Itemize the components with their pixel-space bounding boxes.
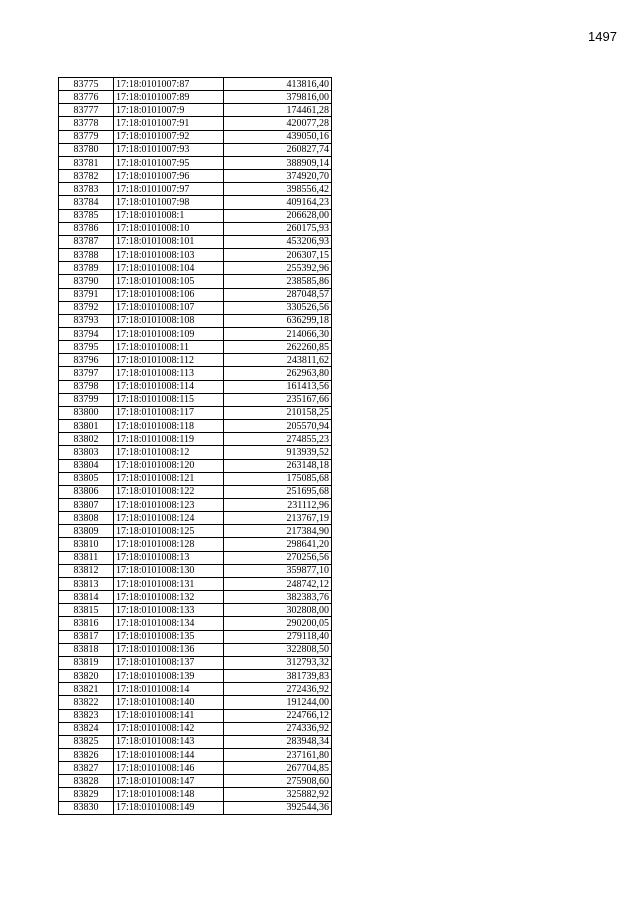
value-cell: 374920,70 [224, 170, 332, 183]
cadastral-number-cell: 17:18:0101008:140 [114, 696, 224, 709]
value-cell: 205570,94 [224, 420, 332, 433]
row-number-cell: 83802 [59, 433, 114, 446]
value-cell: 381739,83 [224, 670, 332, 683]
cadastral-number-cell: 17:18:0101008:109 [114, 327, 224, 340]
table-row [59, 433, 332, 446]
cadastral-number-cell: 17:18:0101007:97 [114, 183, 224, 196]
row-number-cell: 83785 [59, 209, 114, 222]
cadastral-number-cell: 17:18:0101007:9 [114, 104, 224, 117]
value-cell: 392544,36 [224, 801, 332, 814]
value-cell: 302808,00 [224, 604, 332, 617]
cadastral-number-cell: 17:18:0101008:105 [114, 275, 224, 288]
table-row [59, 380, 332, 393]
table-row [59, 91, 332, 104]
value-cell: 262963,80 [224, 367, 332, 380]
row-number-cell: 83827 [59, 762, 114, 775]
row-number-cell: 83788 [59, 249, 114, 262]
table-row [59, 801, 332, 814]
row-number-cell: 83830 [59, 801, 114, 814]
cadastral-number-cell: 17:18:0101008:101 [114, 235, 224, 248]
cadastral-number-cell: 17:18:0101007:96 [114, 170, 224, 183]
row-number-cell: 83820 [59, 670, 114, 683]
cadastral-number-cell: 17:18:0101008:122 [114, 485, 224, 498]
cadastral-number-cell: 17:18:0101008:133 [114, 604, 224, 617]
value-cell: 251695,68 [224, 485, 332, 498]
cadastral-number-cell: 17:18:0101008:119 [114, 433, 224, 446]
cadastral-number-cell: 17:18:0101008:107 [114, 301, 224, 314]
cadastral-number-cell: 17:18:0101007:92 [114, 130, 224, 143]
table-row [59, 393, 332, 406]
value-cell: 413816,40 [224, 78, 332, 91]
value-cell: 290200,05 [224, 617, 332, 630]
row-number-cell: 83776 [59, 91, 114, 104]
value-cell: 270256,56 [224, 551, 332, 564]
cadastral-number-cell: 17:18:0101008:148 [114, 788, 224, 801]
row-number-cell: 83784 [59, 196, 114, 209]
row-number-cell: 83797 [59, 367, 114, 380]
row-number-cell: 83824 [59, 722, 114, 735]
cadastral-number-cell: 17:18:0101008:123 [114, 499, 224, 512]
value-cell: 206307,15 [224, 249, 332, 262]
table-row [59, 196, 332, 209]
row-number-cell: 83775 [59, 78, 114, 91]
value-cell: 279118,40 [224, 630, 332, 643]
cadastral-number-cell: 17:18:0101008:130 [114, 564, 224, 577]
table-row [59, 314, 332, 327]
row-number-cell: 83791 [59, 288, 114, 301]
table-row [59, 420, 332, 433]
value-cell: 263148,18 [224, 459, 332, 472]
cadastral-number-cell: 17:18:0101008:121 [114, 472, 224, 485]
row-number-cell: 83817 [59, 630, 114, 643]
value-cell: 213767,19 [224, 512, 332, 525]
cadastral-number-cell: 17:18:0101008:118 [114, 420, 224, 433]
cadastral-number-cell: 17:18:0101007:93 [114, 143, 224, 156]
row-number-cell: 83778 [59, 117, 114, 130]
cadastral-number-cell: 17:18:0101008:125 [114, 525, 224, 538]
table-row [59, 446, 332, 459]
table-row [59, 327, 332, 340]
value-cell: 237161,80 [224, 748, 332, 761]
value-cell: 359877,10 [224, 564, 332, 577]
row-number-cell: 83813 [59, 577, 114, 590]
value-cell: 298641,20 [224, 538, 332, 551]
row-number-cell: 83826 [59, 748, 114, 761]
row-number-cell: 83805 [59, 472, 114, 485]
value-cell: 248742,12 [224, 577, 332, 590]
value-cell: 255392,96 [224, 262, 332, 275]
row-number-cell: 83786 [59, 222, 114, 235]
table-body [59, 78, 332, 815]
cadastral-number-cell: 17:18:0101008:10 [114, 222, 224, 235]
cadastral-number-cell: 17:18:0101008:144 [114, 748, 224, 761]
row-number-cell: 83782 [59, 170, 114, 183]
cadastral-number-cell: 17:18:0101008:1 [114, 209, 224, 222]
value-cell: 235167,66 [224, 393, 332, 406]
table-row [59, 656, 332, 669]
cadastral-number-cell: 17:18:0101008:114 [114, 380, 224, 393]
row-number-cell: 83789 [59, 262, 114, 275]
value-cell: 191244,00 [224, 696, 332, 709]
value-cell: 275908,60 [224, 775, 332, 788]
value-cell: 243811,62 [224, 354, 332, 367]
table-row [59, 222, 332, 235]
cadastral-number-cell: 17:18:0101008:134 [114, 617, 224, 630]
value-cell: 388909,14 [224, 156, 332, 169]
value-cell: 267704,85 [224, 762, 332, 775]
cadastral-number-cell: 17:18:0101007:91 [114, 117, 224, 130]
table-row [59, 301, 332, 314]
table-row [59, 262, 332, 275]
cadastral-number-cell: 17:18:0101008:104 [114, 262, 224, 275]
cadastral-number-cell: 17:18:0101008:14 [114, 683, 224, 696]
cadastral-number-cell: 17:18:0101008:108 [114, 314, 224, 327]
row-number-cell: 83790 [59, 275, 114, 288]
row-number-cell: 83780 [59, 143, 114, 156]
cadastral-number-cell: 17:18:0101008:12 [114, 446, 224, 459]
row-number-cell: 83779 [59, 130, 114, 143]
value-cell: 274855,23 [224, 433, 332, 446]
value-cell: 287048,57 [224, 288, 332, 301]
table-row [59, 722, 332, 735]
row-number-cell: 83808 [59, 512, 114, 525]
table-row [59, 288, 332, 301]
value-cell: 224766,12 [224, 709, 332, 722]
table-row [59, 249, 332, 262]
cadastral-number-cell: 17:18:0101008:137 [114, 656, 224, 669]
row-number-cell: 83799 [59, 393, 114, 406]
row-number-cell: 83796 [59, 354, 114, 367]
table-row [59, 564, 332, 577]
table-row [59, 209, 332, 222]
value-cell: 398556,42 [224, 183, 332, 196]
value-cell: 379816,00 [224, 91, 332, 104]
row-number-cell: 83811 [59, 551, 114, 564]
cadastral-number-cell: 17:18:0101008:117 [114, 406, 224, 419]
cadastral-number-cell: 17:18:0101008:132 [114, 591, 224, 604]
row-number-cell: 83787 [59, 235, 114, 248]
row-number-cell: 83798 [59, 380, 114, 393]
table-row [59, 130, 332, 143]
cadastral-number-cell: 17:18:0101008:11 [114, 341, 224, 354]
cadastral-number-cell: 17:18:0101007:89 [114, 91, 224, 104]
table-row [59, 709, 332, 722]
row-number-cell: 83803 [59, 446, 114, 459]
value-cell: 420077,28 [224, 117, 332, 130]
table-row [59, 748, 332, 761]
table-row [59, 78, 332, 91]
cadastral-number-cell: 17:18:0101008:112 [114, 354, 224, 367]
cadastral-number-cell: 17:18:0101008:120 [114, 459, 224, 472]
table-row [59, 591, 332, 604]
table-row [59, 104, 332, 117]
cadastral-number-cell: 17:18:0101008:115 [114, 393, 224, 406]
value-cell: 262260,85 [224, 341, 332, 354]
value-cell: 231112,96 [224, 499, 332, 512]
cadastral-number-cell: 17:18:0101008:141 [114, 709, 224, 722]
row-number-cell: 83818 [59, 643, 114, 656]
value-cell: 161413,56 [224, 380, 332, 393]
cadastral-number-cell: 17:18:0101008:124 [114, 512, 224, 525]
value-cell: 322808,50 [224, 643, 332, 656]
value-cell: 272436,92 [224, 683, 332, 696]
value-cell: 453206,93 [224, 235, 332, 248]
row-number-cell: 83795 [59, 341, 114, 354]
value-cell: 312793,32 [224, 656, 332, 669]
row-number-cell: 83814 [59, 591, 114, 604]
table-row [59, 170, 332, 183]
table-row [59, 367, 332, 380]
table-row [59, 143, 332, 156]
table-row [59, 670, 332, 683]
table-row [59, 775, 332, 788]
table-row [59, 499, 332, 512]
cadastral-number-cell: 17:18:0101008:106 [114, 288, 224, 301]
row-number-cell: 83792 [59, 301, 114, 314]
cadastral-number-cell: 17:18:0101008:136 [114, 643, 224, 656]
row-number-cell: 83829 [59, 788, 114, 801]
row-number-cell: 83816 [59, 617, 114, 630]
cadastral-number-cell: 17:18:0101008:143 [114, 735, 224, 748]
row-number-cell: 83819 [59, 656, 114, 669]
value-cell: 260827,74 [224, 143, 332, 156]
row-number-cell: 83794 [59, 327, 114, 340]
table-row [59, 538, 332, 551]
table-row [59, 485, 332, 498]
cadastral-number-cell: 17:18:0101008:139 [114, 670, 224, 683]
table-row [59, 577, 332, 590]
table-row [59, 630, 332, 643]
table-row [59, 551, 332, 564]
row-number-cell: 83815 [59, 604, 114, 617]
value-cell: 174461,28 [224, 104, 332, 117]
cadastral-number-cell: 17:18:0101008:103 [114, 249, 224, 262]
row-number-cell: 83810 [59, 538, 114, 551]
cadastral-number-cell: 17:18:0101007:87 [114, 78, 224, 91]
table-row [59, 735, 332, 748]
row-number-cell: 83783 [59, 183, 114, 196]
value-cell: 325882,92 [224, 788, 332, 801]
value-cell: 206628,00 [224, 209, 332, 222]
row-number-cell: 83821 [59, 683, 114, 696]
row-number-cell: 83822 [59, 696, 114, 709]
value-cell: 274336,92 [224, 722, 332, 735]
table-row [59, 275, 332, 288]
value-cell: 636299,18 [224, 314, 332, 327]
row-number-cell: 83825 [59, 735, 114, 748]
row-number-cell: 83828 [59, 775, 114, 788]
table-row [59, 643, 332, 656]
cadastral-number-cell: 17:18:0101008:142 [114, 722, 224, 735]
row-number-cell: 83781 [59, 156, 114, 169]
cadastral-number-cell: 17:18:0101008:113 [114, 367, 224, 380]
table-row [59, 604, 332, 617]
table-row [59, 341, 332, 354]
table-row [59, 156, 332, 169]
value-cell: 330526,56 [224, 301, 332, 314]
cadastral-number-cell: 17:18:0101008:131 [114, 577, 224, 590]
table-row [59, 525, 332, 538]
value-cell: 260175,93 [224, 222, 332, 235]
table-row [59, 117, 332, 130]
row-number-cell: 83812 [59, 564, 114, 577]
cadastral-number-cell: 17:18:0101008:146 [114, 762, 224, 775]
cadastral-number-cell: 17:18:0101008:147 [114, 775, 224, 788]
table-row [59, 472, 332, 485]
value-cell: 382383,76 [224, 591, 332, 604]
cadastral-number-cell: 17:18:0101007:98 [114, 196, 224, 209]
cadastral-number-cell: 17:18:0101008:135 [114, 630, 224, 643]
table-row [59, 683, 332, 696]
table-row [59, 762, 332, 775]
cadastral-number-cell: 17:18:0101008:13 [114, 551, 224, 564]
table-row [59, 459, 332, 472]
value-cell: 238585,86 [224, 275, 332, 288]
table-row [59, 354, 332, 367]
table-row [59, 406, 332, 419]
row-number-cell: 83800 [59, 406, 114, 419]
table-row [59, 617, 332, 630]
table-row [59, 512, 332, 525]
row-number-cell: 83809 [59, 525, 114, 538]
row-number-cell: 83804 [59, 459, 114, 472]
value-cell: 409164,23 [224, 196, 332, 209]
row-number-cell: 83807 [59, 499, 114, 512]
table-row [59, 183, 332, 196]
value-cell: 217384,90 [224, 525, 332, 538]
row-number-cell: 83801 [59, 420, 114, 433]
table-row [59, 788, 332, 801]
table-row [59, 235, 332, 248]
value-cell: 283948,34 [224, 735, 332, 748]
row-number-cell: 83823 [59, 709, 114, 722]
row-number-cell: 83806 [59, 485, 114, 498]
value-cell: 175085,68 [224, 472, 332, 485]
value-cell: 913939,52 [224, 446, 332, 459]
cadastral-number-cell: 17:18:0101007:95 [114, 156, 224, 169]
cadastral-number-cell: 17:18:0101008:128 [114, 538, 224, 551]
value-cell: 210158,25 [224, 406, 332, 419]
row-number-cell: 83777 [59, 104, 114, 117]
table-row [59, 696, 332, 709]
value-cell: 214066,30 [224, 327, 332, 340]
value-cell: 439050,16 [224, 130, 332, 143]
cadastral-number-cell: 17:18:0101008:149 [114, 801, 224, 814]
cadastral-value-table [58, 77, 332, 815]
row-number-cell: 83793 [59, 314, 114, 327]
page-number: 1497 [588, 29, 617, 44]
